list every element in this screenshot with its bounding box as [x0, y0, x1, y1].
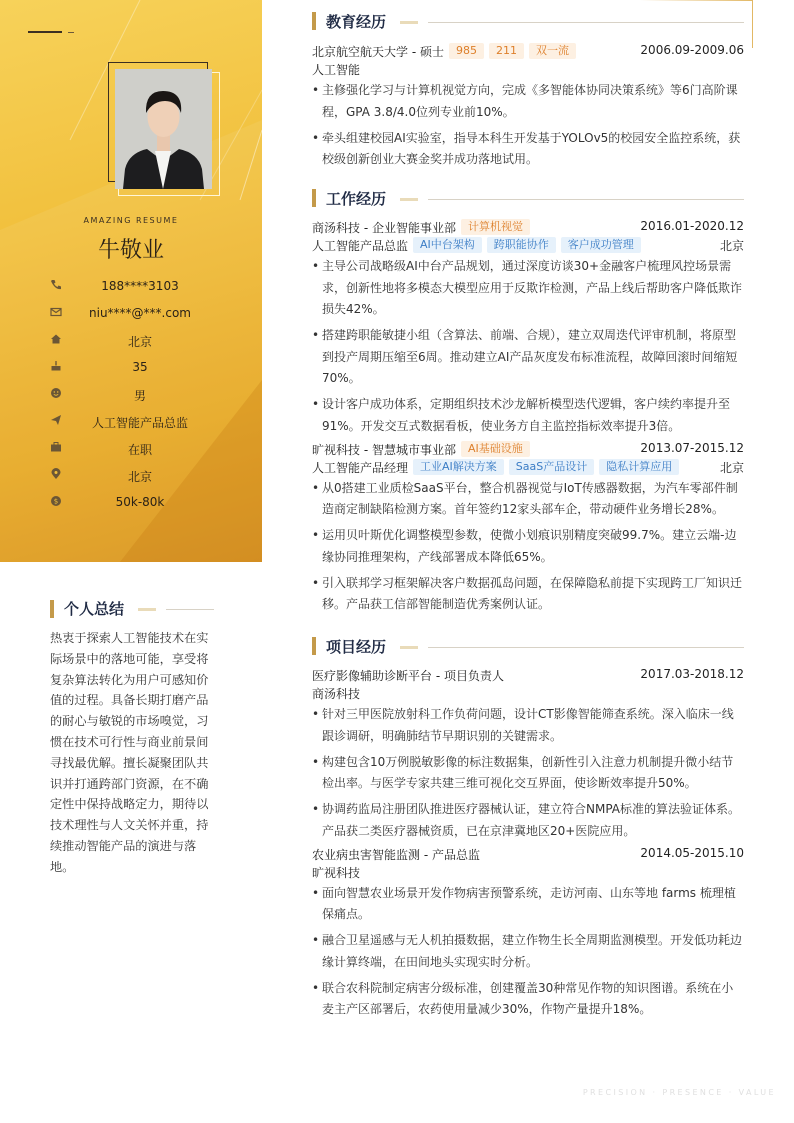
job-city: 北京	[719, 239, 744, 253]
project-company-row	[312, 684, 744, 702]
list-item: • 设计客户成功体系，定期组织技术沙龙解析模型迭代逻辑，客户续约率提升至91%。开发交互式数据看板，使业务方自主监控指标效率提升3倍。	[312, 394, 744, 437]
list-item: • 联合农科院制定病害分级标准，创建覆盖30种常见作物的知识图谱。系统在小麦主产区部署后，农药使用量减少30%，作物产量提升18%。	[312, 978, 744, 1021]
list-item: • 构建包含10万例脱敏影像的标注数据集，创新性引入注意力机制提升微小结节检出率。与医学专家共建三维可视化交互界面，使诊断效率提升50%。	[312, 752, 744, 795]
list-item: • 运用贝叶斯优化调整模型参数，使微小划痕识别精度突破99.7%。建立云端-边缘协同推理架构，产线部署成本降低65%。	[312, 525, 744, 568]
job-position-row	[312, 236, 744, 254]
resume-caption: AMAZING RESUME	[83, 216, 179, 225]
job-company-row	[312, 440, 744, 458]
profile-sidebar	[0, 0, 262, 562]
location-pin-icon	[50, 468, 62, 480]
info-row-status	[0, 438, 262, 465]
position-text: 人工智能产品总监	[91, 416, 188, 430]
list-item: • 主修强化学习与计算机视觉方向，完成《多智能体协同决策系统》等6门高阶课程，GPA 3.8/4.0位列专业前10%。	[312, 80, 744, 123]
job-company: 旷视科技 - 智慧城市事业部	[312, 442, 456, 457]
skill-tag: 隐私计算应用	[599, 459, 679, 475]
info-row-salary	[0, 492, 262, 519]
sidebar-accent-dot	[68, 32, 74, 33]
projects-section	[312, 636, 744, 1025]
heading-pill	[400, 646, 418, 649]
education-section	[312, 11, 744, 175]
heading-pill	[400, 21, 418, 24]
project-bullets	[312, 883, 744, 1021]
sidebar-accent-line	[28, 31, 62, 33]
heading-rule	[428, 647, 744, 648]
list-item: • 融合卫星遥感与无人机拍摄数据，建立作物生长全周期监测模型。开发低功耗边缘计算终端，在田间地头实现实时分析。	[312, 930, 744, 973]
project-bullets	[312, 704, 744, 842]
job-position: 人工智能产品总监	[312, 239, 409, 253]
heading-rule	[166, 609, 214, 610]
info-row-city	[0, 465, 262, 492]
school-tag: 双一流	[529, 43, 576, 59]
info-row-email	[0, 303, 262, 330]
age-text: 35	[132, 360, 148, 374]
list-item: • 牵头组建校园AI实验室，指导本科生开发基于YOLOv5的校园安全监控系统，获校级创新创业大赛金奖并成功落地试用。	[312, 128, 744, 171]
job-position-row	[312, 458, 744, 476]
work-heading	[312, 188, 744, 210]
briefcase-icon	[50, 441, 62, 453]
project-date: 2017.03-2018.12	[640, 667, 744, 681]
info-row-age	[0, 357, 262, 384]
send-icon	[50, 414, 62, 426]
candidate-name: 牛敬业	[97, 238, 164, 263]
svg-text:$: $	[53, 497, 59, 506]
home-text: 北京	[127, 335, 152, 349]
work-title: 工作经历	[326, 190, 387, 208]
heading-rule	[428, 199, 744, 200]
heading-accent-bar	[312, 189, 316, 207]
list-item: • 从0搭建工业质检SaaS平台，整合机器视觉与IoT传感器数据，为汽车零部件制造商定制缺陷检测方案。首年签约12家头部车企，带动硬件业务增长28%。	[312, 478, 744, 521]
phone-text: 188****3103	[101, 279, 179, 293]
work-section	[312, 188, 744, 620]
list-item: • 面向智慧农业场景开发作物病害预警系统，走访河南、山东等地 farms 梳理植保痛点。	[312, 883, 744, 926]
phone-icon	[50, 279, 62, 291]
summary-text: 热衷于探索人工智能技术在实际场景中的落地可能，享受将复杂算法转化为用户可感知价值的过程。具备长期打磨产品的耐心与敏锐的市场嗅觉，习惯在技术可行性与商业前景间寻找最优解。擅长凝聚团队共识并打通跨部门资源，在不确定性中保持战略定力，期待以技术理性与人文关怀并重，持续推动智能产品的演进与落地。	[50, 631, 209, 874]
list-item: • 主导公司战略级AI中台产品规划，通过深度访谈30+金融客户梳理风控场景需求，创新性地将多模态大模型应用于反欺诈检测，产品上线后帮助客户降低欺诈损失42%。	[312, 256, 744, 321]
home-icon	[50, 333, 62, 345]
project-name-row	[312, 666, 744, 684]
footer-tagline: PRECISION · PRESENCE · VALUE	[582, 1088, 776, 1097]
project-date: 2014.05-2015.10	[640, 845, 744, 860]
avatar	[115, 69, 212, 189]
email-icon	[50, 306, 62, 318]
heading-accent-bar	[312, 12, 316, 30]
education-bullets	[312, 80, 744, 171]
school-tag: 211	[489, 43, 524, 59]
project-company: 旷视科技	[312, 865, 361, 880]
list-item: • 针对三甲医院放射科工作负荷问题，设计CT影像智能筛查系统。深入临床一线跟诊调研，明确肺结节早期识别的关键需求。	[312, 704, 744, 747]
job-company: 商汤科技 - 企业智能事业部	[312, 221, 456, 235]
project-name: 农业病虫害智能监测 - 产品总监	[312, 847, 480, 862]
heading-accent-bar	[312, 637, 316, 655]
skill-tag: SaaS产品设计	[509, 459, 594, 475]
list-item: • 协调药监局注册团队推进医疗器械认证，建立符合NMPA标准的算法验证体系。产品获二类医疗器械资质，已在京津冀地区20+医院应用。	[312, 799, 744, 842]
job-date: 2016.01-2020.12	[640, 219, 744, 233]
school-name: 北京航空航天大学 - 硕士	[312, 45, 444, 59]
salary-text: 50k-80k	[115, 495, 165, 509]
heading-accent-bar	[50, 600, 54, 618]
smile-icon	[50, 387, 62, 399]
job-bullets	[312, 478, 744, 616]
contact-info-list	[0, 276, 262, 519]
email-text: niu****@***.com	[89, 306, 191, 320]
heading-pill	[400, 198, 418, 201]
info-row-home	[0, 330, 262, 357]
summary-title: 个人总结	[64, 600, 125, 618]
skill-tag: AI中台架构	[413, 237, 482, 253]
project-name: 医疗影像辅助诊断平台 - 项目负责人	[312, 669, 504, 683]
heading-rule	[428, 22, 744, 23]
list-item: • 搭建跨职能敏捷小组（含算法、前端、合规），建立双周迭代评审机制，将原型到投产周期压缩至6周。推动建立AI产品灰度发布标准流程，故障回滚时间缩短70%。	[312, 325, 744, 390]
job-company-row	[312, 218, 744, 236]
skill-tag: 客户成功管理	[561, 237, 641, 253]
project-name-row	[312, 845, 744, 863]
education-major-row	[312, 60, 744, 78]
cake-icon	[50, 360, 62, 372]
city-text: 北京	[127, 470, 152, 484]
info-row-phone	[0, 276, 262, 303]
industry-tag: AI基础设施	[461, 441, 530, 457]
info-row-position	[0, 411, 262, 438]
school-tag: 985	[449, 43, 484, 59]
status-text: 在职	[127, 443, 152, 457]
education-school-row	[312, 42, 744, 60]
education-major: 人工智能	[312, 63, 361, 77]
job-date: 2013.07-2015.12	[640, 440, 744, 455]
salary-icon	[50, 495, 62, 507]
projects-heading	[312, 636, 744, 658]
skill-tag: 工业AI解决方案	[413, 459, 504, 475]
education-title: 教育经历	[326, 13, 387, 31]
heading-pill	[138, 608, 156, 611]
job-bullets	[312, 256, 744, 437]
list-item: • 引入联邦学习框架解决客户数据孤岛问题，在保障隐私前提下实现跨工厂知识迁移。产品获工信部智能制造优秀案例认证。	[312, 573, 744, 616]
info-row-gender	[0, 384, 262, 411]
project-company: 商汤科技	[312, 687, 361, 701]
gender-text: 男	[133, 389, 146, 403]
education-date: 2006.09-2009.06	[640, 43, 744, 57]
education-heading	[312, 11, 744, 33]
job-city: 北京	[719, 460, 744, 475]
job-position: 人工智能产品经理	[312, 460, 409, 475]
projects-title: 项目经历	[326, 638, 387, 656]
skill-tag: 跨职能协作	[487, 237, 556, 253]
industry-tag: 计算机视觉	[461, 219, 530, 235]
project-company-row	[312, 863, 744, 881]
